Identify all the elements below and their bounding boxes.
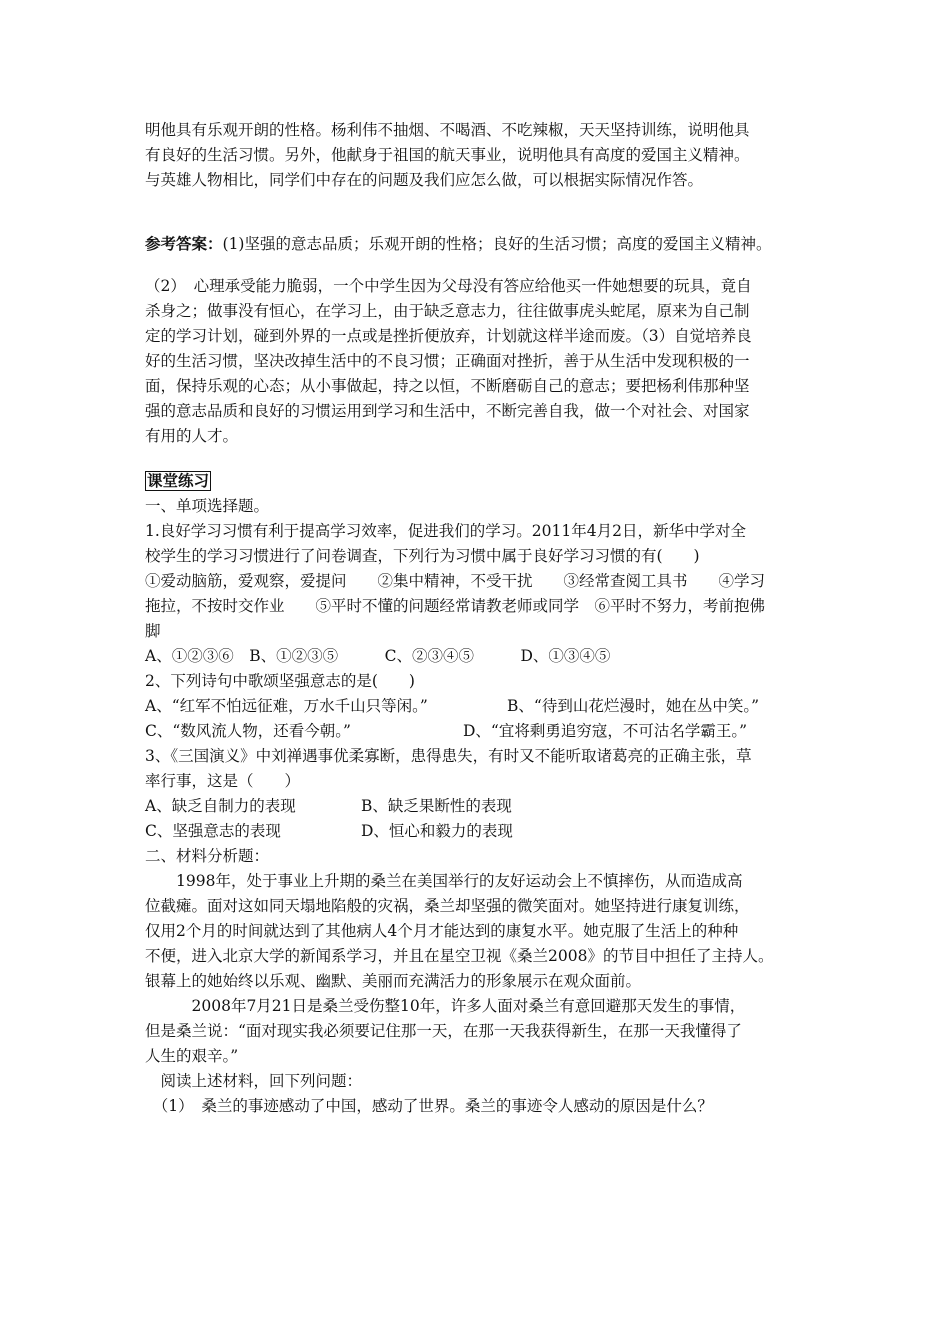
text-line: 杀身之；做事没有恒心，在学习上，由于缺乏意志力，往往做事虎头蛇尾，原来为自己制 (145, 302, 750, 320)
options-row (145, 794, 825, 819)
text-line: 1998年，处于事业上升期的桑兰在美国举行的友好运动会上不慎摔伤，从而造成高 (145, 872, 743, 890)
text-line: （2） 心理承受能力脆弱，一个中学生因为父母没有答应给他买一件她想要的玩具，竟自 (145, 277, 752, 295)
text-line: 2008年7月21日是桑兰受伤整10年，许多人面对桑兰有意回避那天发生的事情， (145, 997, 746, 1015)
document-body (145, 118, 825, 1119)
text-line: 定的学习计划，碰到外界的一点或是挫折便放弃，计划就这样半途而废。（3）自觉培养良 (145, 327, 752, 345)
question-stem-line: 2、下列诗句中歌颂坚强意志的是( ) (145, 672, 415, 690)
option-a: A、缺乏自制力的表现 (145, 797, 296, 815)
text-line: 不便，进入北京大学的新闻系学习，并且在星空卫视《桑兰2008》的节目中担任了主持人。 (145, 947, 774, 965)
text-line: 明他具有乐观开朗的性格。杨利伟不抽烟、不喝酒、不吃辣椒，天天坚持训练，说明他具 (145, 121, 750, 139)
text-line: 好的生活习惯，坚决改掉生活中的不良习惯；正确面对挫折，善于从生活中发现积极的一 (145, 352, 750, 370)
question-items-line: 脚 (145, 622, 161, 640)
text-line: 位截瘫。面对这如同天塌地陷般的灾祸，桑兰却坚强的微笑面对。她坚持进行康复训练， (145, 897, 750, 915)
text-line: 银幕上的她始终以乐观、幽默、美丽而充满活力的形象展示在观众面前。 (145, 972, 642, 990)
text-line: 阅读上述材料，回下列问题： (145, 1072, 363, 1090)
practice-heading: 课堂练习 (147, 471, 210, 490)
practice-heading-line (145, 469, 825, 494)
question-1 (145, 519, 825, 669)
text-line: 但是桑兰说：“面对现实我必须要记住那一天，在那一天我获得新生，在那一天我懂得了 (145, 1022, 742, 1040)
options-row (145, 719, 825, 744)
text-line: 面，保持乐观的心态；从小事做起，持之以恒，不断磨砺自己的意志；要把杨利伟那种坚 (145, 377, 750, 395)
option-a: A、“红军不怕远征难，万水千山只等闲。” (145, 697, 428, 715)
option-b: B、“待到山花烂漫时，她在丛中笑。” (507, 697, 759, 715)
question-stem-line: 校学生的学习习惯进行了问卷调查，下列行为习惯中属于良好学习习惯的有( ) (145, 547, 700, 565)
section-title-material: 二、材料分析题： (145, 847, 270, 865)
text-line: 有良好的生活习惯。另外，他献身于祖国的航天事业，说明他具有高度的爱国主义精神。 (145, 146, 750, 164)
question-items-line: 拖拉，不按时交作业 ⑤平时不懂的问题经常请教老师或同学 ⑥平时不努力，考前抱佛 (145, 597, 766, 615)
options-row (145, 819, 825, 844)
option-d: D、恒心和毅力的表现 (361, 822, 513, 840)
reference-answer (145, 231, 825, 449)
text-line: 仅用2个月的时间就达到了其他病人4个月才能达到的康复水平。她克服了生活上的种种 (145, 922, 739, 940)
options-row (145, 694, 825, 719)
option-c: C、“数风流人物，还看今朝。” (145, 722, 351, 740)
question-stem-line: 3、《三国演义》中刘禅遇事优柔寡断，患得患失，有时又不能听取诸葛亮的正确主张，草 (145, 747, 752, 765)
question-line: （1） 桑兰的事迹感动了中国，感动了世界。桑兰的事迹令人感动的原因是什么？ (145, 1097, 713, 1115)
answer-label: 参考答案： (145, 234, 223, 253)
question-stem-line: 1.良好学习习惯有利于提高学习效率，促进我们的学习。2011年4月2日，新华中学对全 (145, 522, 746, 540)
question-3 (145, 744, 825, 844)
text-line: 有用的人才。 (145, 427, 239, 445)
option-c: C、坚强意志的表现 (145, 822, 281, 840)
option-b: B、缺乏果断性的表现 (361, 797, 512, 815)
material-paragraph (145, 869, 825, 1119)
practice-section (145, 469, 825, 1119)
option-d: D、“宜将剩勇追穷寇，不可沽名学霸王。” (463, 722, 748, 740)
text-line: 与英雄人物相比，同学们中存在的问题及我们应怎么做，可以根据实际情况作答。 (145, 171, 704, 189)
text-line: 人生的艰辛。” (145, 1047, 239, 1065)
text-line: 强的意志品质和良好的习惯运用到学习和生活中，不断完善自我，做一个对社会、对国家 (145, 402, 750, 420)
answer-first-line (145, 231, 825, 256)
question-options: A、①②③⑥ B、①②③⑤ C、②③④⑤ D、①③④⑤ (145, 647, 611, 665)
question-items-line: ①爱动脑筋，爱观察，爱提问 ②集中精神，不受干扰 ③经常查阅工具书 ④学习 (145, 572, 766, 590)
question-stem-line: 率行事，这是（ ） (145, 772, 301, 790)
question-2 (145, 669, 825, 744)
analysis-paragraph (145, 118, 825, 193)
answer-part-1: (1)坚强的意志品质；乐观开朗的性格；良好的生活习惯；高度的爱国主义精神。 (222, 235, 772, 253)
section-title-choice: 一、单项选择题。 (145, 497, 270, 515)
